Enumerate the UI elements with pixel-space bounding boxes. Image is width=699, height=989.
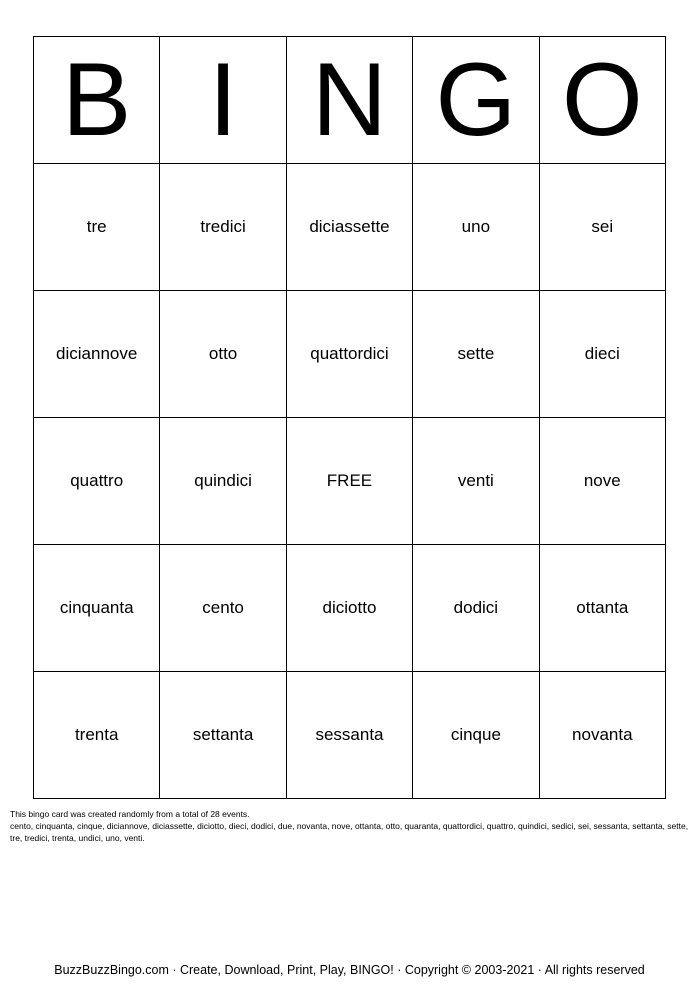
header-letter-b: B (34, 37, 160, 164)
bingo-row (34, 545, 666, 672)
bingo-row (34, 291, 666, 418)
header-letter-n: N (286, 37, 412, 164)
bingo-cell: settanta (160, 672, 286, 799)
bingo-cell: otto (160, 291, 286, 418)
bingo-cell: quindici (160, 418, 286, 545)
page-footer: BuzzBuzzBingo.com · Create, Download, Print, Play, BINGO! · Copyright © 2003-2021 · All rights reserved (54, 963, 645, 977)
card-info-word-list: cento, cinquanta, cinque, diciannove, diciassette, diciotto, dieci, dodici, due, novanta, nove, ottanta, otto, quaranta, quattordici, quattro, quindici, sedici, sei, sessanta, settanta, sette, tre, tredici, trenta, undici, uno, venti. (10, 821, 689, 843)
bingo-cell: sette (413, 291, 539, 418)
bingo-cell: nove (539, 418, 665, 545)
bingo-cell: cinquanta (34, 545, 160, 672)
bingo-cell: ottanta (539, 545, 665, 672)
bingo-cell: dieci (539, 291, 665, 418)
header-letter-g: G (413, 37, 539, 164)
bingo-cell: uno (413, 164, 539, 291)
card-info-summary: This bingo card was created randomly from a total of 28 events. (10, 809, 250, 819)
bingo-cell: cento (160, 545, 286, 672)
bingo-cell: diciotto (286, 545, 412, 672)
card-info (10, 808, 690, 844)
header-letter-i: I (160, 37, 286, 164)
bingo-cell: sessanta (286, 672, 412, 799)
bingo-cell: diciannove (34, 291, 160, 418)
bingo-cell: tre (34, 164, 160, 291)
bingo-cell: diciassette (286, 164, 412, 291)
header-letter-o: O (539, 37, 665, 164)
bingo-row (34, 418, 666, 545)
bingo-cell: quattro (34, 418, 160, 545)
bingo-cell: tredici (160, 164, 286, 291)
bingo-row (34, 164, 666, 291)
bingo-cell: cinque (413, 672, 539, 799)
bingo-free-cell: FREE (286, 418, 412, 545)
bingo-cell: trenta (34, 672, 160, 799)
bingo-cell: quattordici (286, 291, 412, 418)
bingo-cell: venti (413, 418, 539, 545)
bingo-cell: dodici (413, 545, 539, 672)
bingo-cell: novanta (539, 672, 665, 799)
bingo-header-row (34, 37, 666, 164)
bingo-cell: sei (539, 164, 665, 291)
bingo-card (33, 36, 666, 799)
bingo-row (34, 672, 666, 799)
